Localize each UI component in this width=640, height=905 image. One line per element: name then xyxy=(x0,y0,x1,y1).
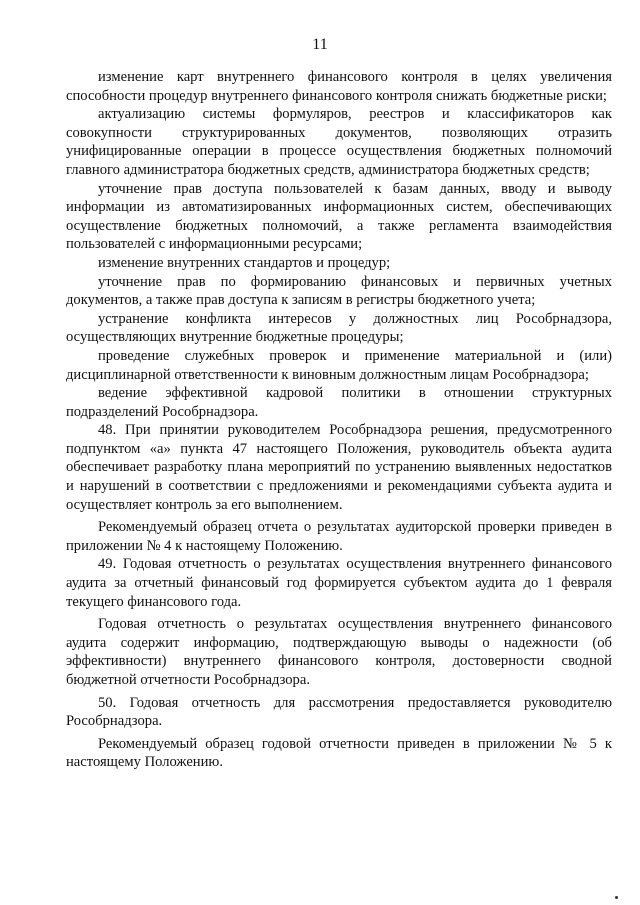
paragraph-conflict-of-interest: устранение конфликта интересов у должностных лиц Рособрнадзора, осуществляющих внутренние бюджетные процедуры; xyxy=(66,310,612,346)
paragraph-appendix-5: Рекомендуемый образец годовой отчетности приведен в приложении № 5 к настоящему Положению. xyxy=(66,735,612,771)
paragraph-access-rights: уточнение прав доступа пользователей к базам данных, вводу и выводу информации из автоматизированных информационных систем, обеспечивающих осуществление бюджетных полномочий, а также регламента взаимодействия пользователей с информационными ресурсами; xyxy=(66,180,612,253)
paragraph-control-maps: изменение карт внутреннего финансового контроля в целях увеличения способности процедур внутреннего финансового контроля снижать бюджетные риски; xyxy=(66,69,612,104)
paragraph-internal-standards: изменение внутренних стандартов и процедур; xyxy=(98,254,391,271)
document-body xyxy=(66,68,612,772)
scan-speck xyxy=(615,896,618,899)
paragraph-forms-registers: актуализацию системы формуляров, реестров и классификаторов как совокупности структурированных документов, позволяющих отразить унифицированные операции в процессе осуществления бюджетных полномочий главного администратора бюджетных средств, администратора бюджетных средств; xyxy=(66,106,612,178)
paragraph-appendix-4: Рекомендуемый образец отчета о результатах аудиторской проверки приведен в приложении № 4 к настоящему Положению. xyxy=(66,519,612,554)
paragraph-accounting-rights: уточнение прав по формированию финансовых и первичных учетных документов, а также прав доступа к записям в регистры бюджетного учета; xyxy=(66,273,612,309)
page-number: 11 xyxy=(312,36,328,53)
paragraph-disciplinary: проведение служебных проверок и применение материальной и (или) дисциплинарной ответственности к виновным должностным лицам Рособрнадзора; xyxy=(66,347,612,383)
paragraph-annual-report-content: Годовая отчетность о результатах осуществления внутреннего финансового аудита содержит информацию, подтверждающую выводы о надежности (об эффективности) внутреннего финансового контроля, достоверности сводной бюджетной отчетности Рособрнадзора. xyxy=(66,616,612,688)
paragraph-clause-48: 48. При принятии руководителем Рособрнадзора решения, предусмотренного подпунктом «а» пункта 47 настоящего Положения, руководитель объекта аудита обеспечивает разработку плана мероприятий по устранению выявленных недостатков и нарушений в соответствии с предложениями и рекомендациями субъекта аудита и осуществляет контроль за его выполнением. xyxy=(66,422,612,513)
paragraph-clause-49: 49. Годовая отчетность о результатах осуществления внутреннего финансового аудита за отчетный финансовый год формируется субъектом аудита до 1 февраля текущего финансового года. xyxy=(66,556,612,610)
paragraph-personnel-policy: ведение эффективной кадровой политики в отношении структурных подразделений Рособрнадзора. xyxy=(66,385,612,420)
paragraph-clause-50: 50. Годовая отчетность для рассмотрения предоставляется руководителю Рособрнадзора. xyxy=(66,694,612,730)
